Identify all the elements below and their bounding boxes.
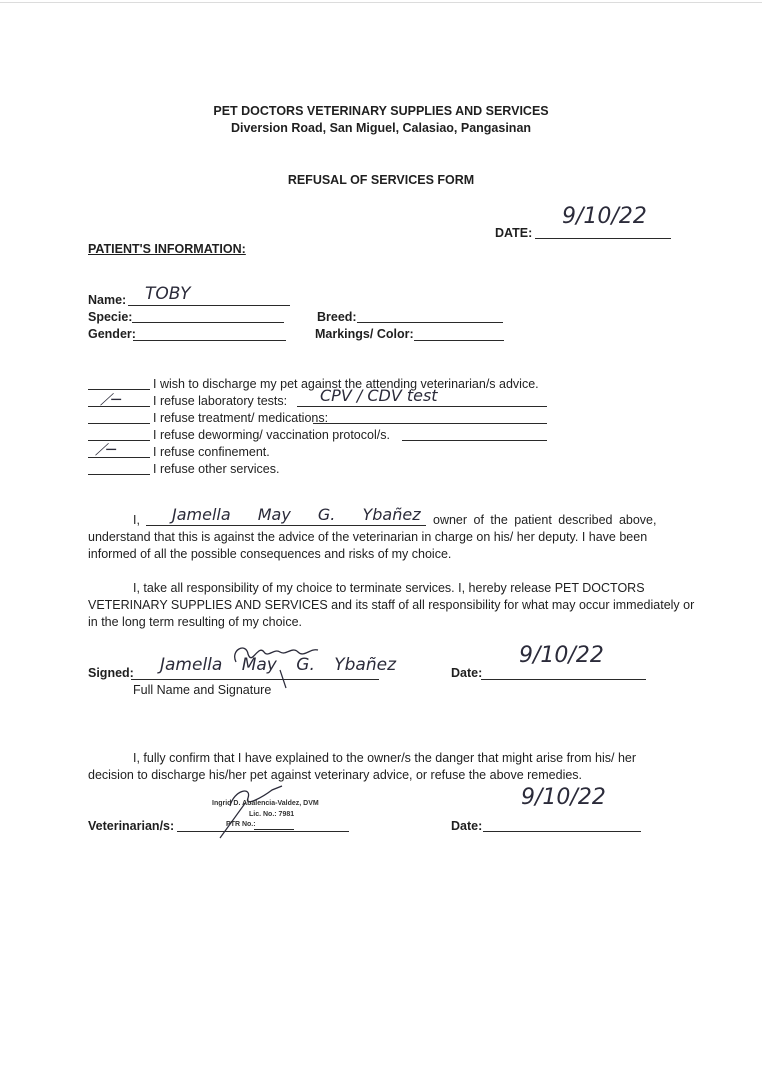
form-title: REFUSAL OF SERVICES FORM <box>287 173 475 187</box>
clinic-name: PET DOCTORS VETERINARY SUPPLIES AND SERVICES <box>213 104 549 118</box>
gender-line <box>133 340 286 341</box>
markings-line <box>414 340 504 341</box>
markings-label: Markings/ Color: <box>315 327 414 341</box>
gender-label: Gender: <box>88 327 136 341</box>
option-check-mark: ⟋─ <box>100 390 121 409</box>
specie-label: Specie: <box>88 310 133 324</box>
option-text: I refuse deworming/ vaccination protocol/s. <box>153 428 390 442</box>
release-line1: I, take all responsibility of my choice to terminate services. I, hereby release PET DOCTORS <box>133 581 645 595</box>
release-line2: VETERINARY SUPPLIES AND SERVICES and its staff of all responsibility for what may occur immediately or <box>88 598 695 612</box>
veterinarian-label: Veterinarian/s: <box>88 819 175 833</box>
statement-line3: informed of all the possible consequences and risks of my choice. <box>88 547 452 561</box>
breed-label: Breed: <box>317 310 357 324</box>
option-text: I refuse confinement. <box>153 445 270 459</box>
signed-date-value: 9/10/22 <box>519 643 604 668</box>
treatment-line <box>313 423 547 424</box>
owner-name-value: Jamella May G. Ybañez <box>172 505 421 524</box>
name-value: TOBY <box>145 284 191 304</box>
option-text: I refuse laboratory tests: <box>153 394 288 408</box>
option-check-mark: ⟋─ <box>95 440 116 459</box>
statement-prefix: I, <box>133 513 140 527</box>
name-line <box>128 305 290 306</box>
option-blank <box>88 423 150 424</box>
signed-label: Signed: <box>88 666 134 680</box>
veterinarian-date-line <box>483 831 641 832</box>
vet-stamp-license: Lic. No.: 7981 <box>249 811 295 818</box>
signed-caption: Full Name and Signature <box>133 683 272 697</box>
confirm-line2: decision to discharge his/her pet against veterinary advice, or refuse the above remedies. <box>88 768 583 782</box>
date-line <box>535 238 671 239</box>
vet-stamp-name: Ingrid D. Abalencia-Valdez, DVM <box>212 800 319 807</box>
deworming-line <box>402 440 547 441</box>
name-label: Name: <box>88 293 127 307</box>
option-text: I refuse treatment/ medications: <box>153 411 329 425</box>
signed-name-value: Jamella May G. Ybañez <box>160 655 396 675</box>
veterinarian-date-value: 9/10/22 <box>521 785 606 810</box>
breed-line <box>357 322 503 323</box>
lab-tests-line <box>297 406 547 407</box>
owner-name-line <box>146 525 426 526</box>
statement-line2: understand that this is against the advice of the veterinarian in charge on his/ her deputy. I have been <box>88 530 648 544</box>
clinic-address: Diversion Road, San Miguel, Calasiao, Pangasinan <box>230 121 532 135</box>
signed-date-label: Date: <box>451 666 483 680</box>
option-text: I refuse other services. <box>153 462 280 476</box>
veterinarian-date-label: Date: <box>451 819 483 833</box>
option-blank <box>88 474 150 475</box>
specie-line <box>132 322 284 323</box>
vet-stamp-ptr: PTR No.: <box>226 821 256 828</box>
release-line3: in the long term resulting of my choice. <box>88 615 302 629</box>
vet-stamp-ptr-line <box>254 829 294 830</box>
signed-date-line <box>481 679 646 680</box>
scan-top-edge <box>0 2 762 3</box>
statement-line1-suffix: owner of the patient described above, <box>433 513 657 527</box>
date-value: 9/10/22 <box>562 204 647 229</box>
confirm-line1: I, fully confirm that I have explained to the owner/s the danger that might arise from his/ her <box>133 751 637 765</box>
patient-section-title: PATIENT'S INFORMATION: <box>88 242 246 256</box>
lab-tests-detail: CPV / CDV test <box>320 386 438 405</box>
date-label: DATE: <box>495 226 533 240</box>
veterinarian-signature <box>212 776 295 842</box>
option-text: I wish to discharge my pet against the attending veterinarian/s advice. <box>153 377 539 391</box>
